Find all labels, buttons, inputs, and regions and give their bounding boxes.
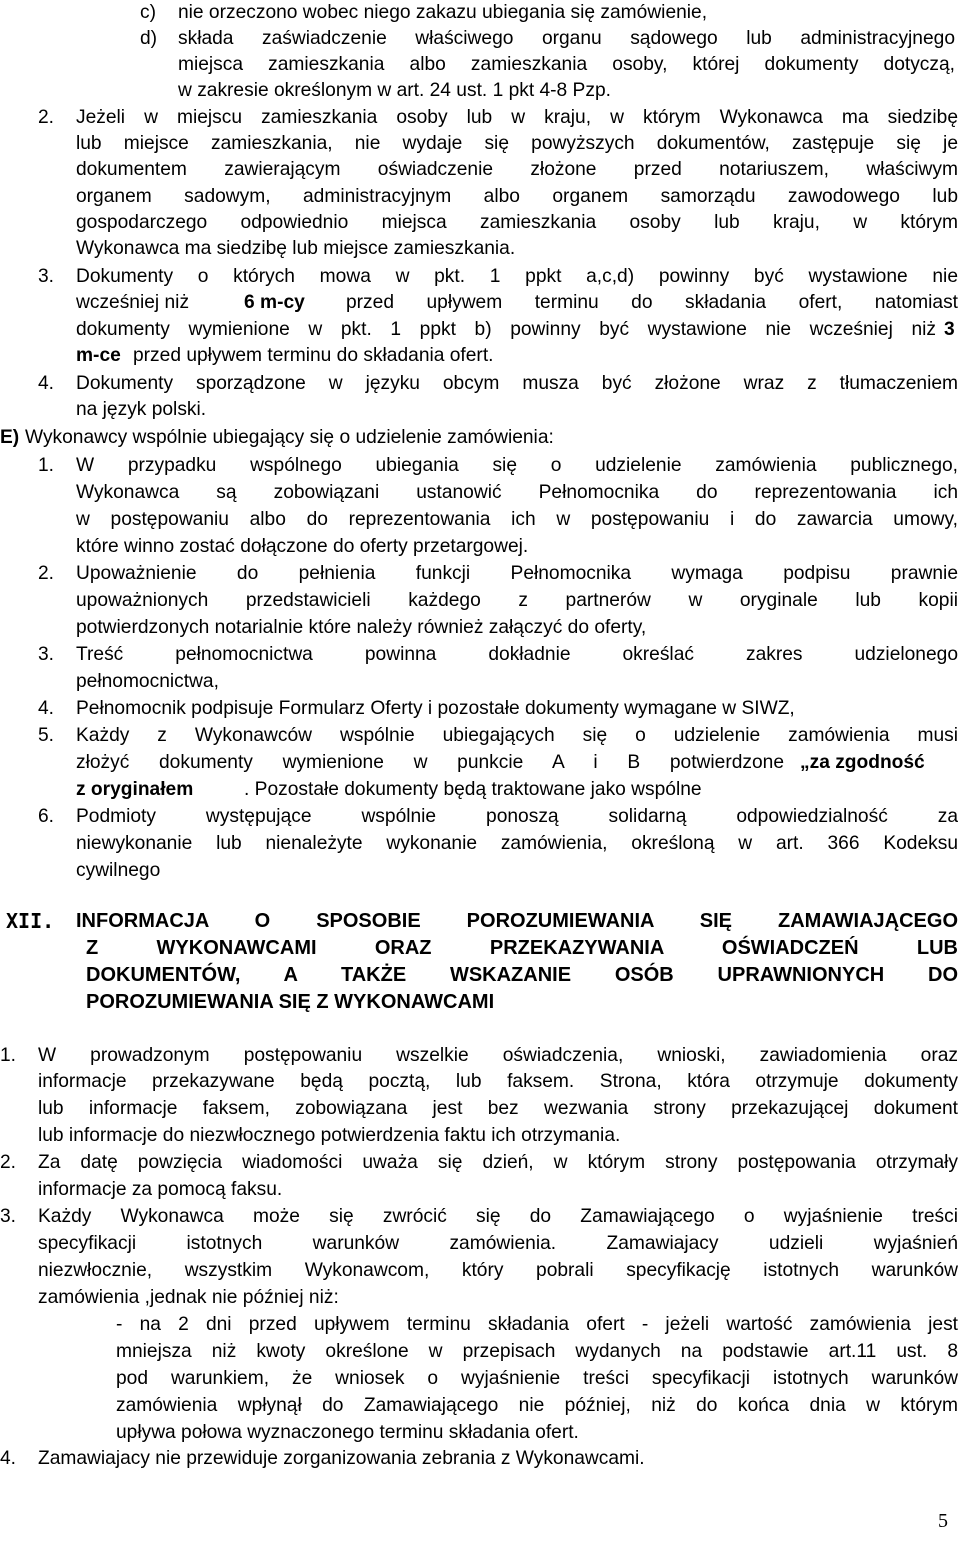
text-line xyxy=(0,750,960,776)
xii-item-3 xyxy=(0,1204,960,1230)
list-item-text: nie orzeczono wobec niego zakazu ubiegania się zamówienie, xyxy=(178,2,708,23)
paragraph-text: które winno zostać dołączone do oferty przetargowej. xyxy=(76,536,529,557)
paragraph-text: zamówienia ,jednak nie później niż: xyxy=(38,1287,339,1308)
paragraph-text: informacje za pomocą faksu. xyxy=(38,1179,283,1200)
text-line xyxy=(0,1177,960,1203)
paragraph-text: niezwłocznie, wszystkim Wykonawcom, który pobrali specyfikację istotnych warunków xyxy=(38,1260,958,1281)
text-line xyxy=(0,615,960,641)
paragraph-text: Każdy Wykonawca może się zwrócić się do Zamawiającego o wyjaśnienie treści xyxy=(38,1206,958,1227)
paragraph-text: Jeżeli w miejscu zamieszkania osoby lub w kraju, w którym Wykonawca ma siedzibę xyxy=(76,107,958,128)
paragraph-number: 3. xyxy=(38,266,55,287)
text-line xyxy=(0,78,960,104)
section-xii-heading xyxy=(0,908,960,934)
text-line xyxy=(0,343,960,369)
paragraph-2 xyxy=(0,105,960,131)
section-title: INFORMACJA O SPOSOBIE POROZUMIEWANIA SIĘ ZAMAWIAJĄCEGO xyxy=(76,910,958,932)
paragraph-text: w postępowaniu albo do reprezentowania ich w postępowaniu i do zawarcia umowy, xyxy=(76,509,958,530)
emphasis-text: 3 xyxy=(944,319,955,340)
text-line xyxy=(0,858,960,884)
text-line xyxy=(0,480,960,506)
paragraph-text: Pełnomocnik podpisuje Formularz Oferty i pozostałe dokumenty wymagane w SIWZ, xyxy=(76,698,795,719)
section-marker: E) xyxy=(0,427,20,448)
paragraph-text: Wykonawca ma siedzibę lub miejsce zamieszkania. xyxy=(76,238,516,259)
text-line xyxy=(0,962,960,988)
paragraph-text: Dokumenty sporządzone w języku obcym musza być złożone wraz z tłumaczeniem xyxy=(76,373,958,394)
emphasis-text: 6 m-cy xyxy=(244,292,305,313)
list-item-c xyxy=(0,0,960,26)
text-line xyxy=(0,210,960,236)
paragraph-text: lub miejsce zamieszkania, nie wydaje się powyższych dokumentów, zastępuje się je xyxy=(76,133,958,154)
section-title: Wykonawcy wspólnie ubiegający się o udzielenie zamówienia: xyxy=(25,427,554,448)
e-item-4 xyxy=(0,696,960,722)
text-line xyxy=(0,534,960,560)
emphasis-text: z oryginałem xyxy=(76,779,194,800)
sub-paragraph-text: - na 2 dni przed upływem terminu składania ofert - jeżeli wartość zamówienia jest xyxy=(116,1314,958,1335)
paragraph-number: 3. xyxy=(0,1206,17,1227)
text-line xyxy=(0,1366,960,1392)
paragraph-text: lub informacje faksem, zobowiązana jest bez wezwania strony przekazującej dokument xyxy=(38,1098,958,1119)
text-line xyxy=(0,1312,960,1338)
text-line xyxy=(0,236,960,262)
paragraph-text: dokumentem zawierającym oświadczenie złożone przed notariuszem, właściwym xyxy=(76,159,958,180)
paragraph-number: 5. xyxy=(38,725,55,746)
paragraph-number: 4. xyxy=(38,373,55,394)
list-marker: c) xyxy=(140,2,156,23)
text-line xyxy=(0,777,960,803)
paragraph-text: . Pozostałe dokumenty będą traktowane jako wspólne xyxy=(244,779,702,800)
text-line xyxy=(0,1393,960,1419)
paragraph-text: upoważnionych przedstawicieli każdego z partnerów w oryginale lub kopii xyxy=(76,590,958,611)
paragraph-text: potwierdzonych notarialnie które należy również załączyć do oferty, xyxy=(76,617,647,638)
paragraph-text: Treść pełnomocnictwa powinna dokładnie określać zakres udzielonego xyxy=(76,644,958,665)
text-line xyxy=(0,131,960,157)
sub-paragraph-text: pod warunkiem, że wniosek o wyjaśnienie treści specyfikacji istotnych warunków xyxy=(116,1368,958,1389)
sub-paragraph-text: mniejsza niż kwoty określone w przepisach wydanych na podstawie art.11 ust. 8 xyxy=(116,1341,958,1362)
paragraph-number: 2. xyxy=(0,1152,17,1173)
text-line xyxy=(0,1285,960,1311)
text-line xyxy=(0,1069,960,1095)
e-item-5 xyxy=(0,723,960,749)
list-item-text: składa zaświadczenie właściwego organu sądowego lub administracyjnego xyxy=(178,28,955,49)
text-line xyxy=(0,507,960,533)
text-line xyxy=(0,1231,960,1257)
paragraph-number: 4. xyxy=(0,1448,17,1469)
paragraph-text: cywilnego xyxy=(76,860,161,881)
emphasis-text: „za zgodność xyxy=(800,752,925,773)
paragraph-text: przed upływem terminu do składania ofert. xyxy=(133,345,494,366)
text-line xyxy=(0,1123,960,1149)
paragraph-text: informacje przekazywane będą pocztą, lub faksem. Strona, która otrzymuje dokumenty xyxy=(38,1071,958,1092)
paragraph-number: 2. xyxy=(38,563,55,584)
text-line xyxy=(0,669,960,695)
e-item-6 xyxy=(0,804,960,830)
paragraph-text: Upoważnienie do pełnienia funkcji Pełnomocnika wymaga podpisu prawnie xyxy=(76,563,958,584)
paragraph-text: Zamawiajacy nie przewiduje zorganizowania zebrania z Wykonawcami. xyxy=(38,1448,645,1469)
paragraph-number: 3. xyxy=(38,644,55,665)
page-number: 5 xyxy=(938,1510,948,1532)
paragraph-text: pełnomocnictwa, xyxy=(76,671,219,692)
paragraph-text: złożyć dokumenty wymienione w punkcie A i B potwierdzone xyxy=(76,752,784,773)
paragraph-text: W przypadku wspólnego ubiegania się o udzielenie zamówienia publicznego, xyxy=(76,455,958,476)
paragraph-text: organem sadowym, administracyjnym albo organem samorządu zawodowego lub xyxy=(76,186,958,207)
paragraph-text: wcześniej niż xyxy=(76,292,190,313)
text-line xyxy=(0,1420,960,1446)
text-line xyxy=(0,1096,960,1122)
text-line xyxy=(0,397,960,423)
list-item-text: w zakresie określonym w art. 24 ust. 1 pkt 4-8 Pzp. xyxy=(178,80,611,101)
section-number: XII. xyxy=(6,909,55,933)
paragraph-number: 1. xyxy=(38,455,55,476)
e-item-2 xyxy=(0,561,960,587)
paragraph-number: 1. xyxy=(0,1045,17,1066)
list-item-text: miejsca zamieszkania albo zamieszkania osoby, której dokumenty dotyczą, xyxy=(178,54,955,75)
text-line xyxy=(0,1258,960,1284)
e-item-3 xyxy=(0,642,960,668)
section-title: POROZUMIEWANIA SIĘ Z WYKONAWCAMI xyxy=(86,991,495,1013)
text-line xyxy=(0,989,960,1015)
paragraph-text: Podmioty występujące wspólnie ponoszą solidarną odpowiedzialność za xyxy=(76,806,958,827)
text-line xyxy=(0,935,960,961)
paragraph-3 xyxy=(0,264,960,290)
paragraph-text: Każdy z Wykonawców wspólnie ubiegających się o udzielenie zamówienia musi xyxy=(76,725,958,746)
sub-paragraph-text: zamówienia wpłynął do Zamawiającego nie później, niż do końca dnia w którym xyxy=(116,1395,958,1416)
paragraph-text: Dokumenty o których mowa w pkt. 1 ppkt a,c,d) powinny być wystawione nie xyxy=(76,266,958,287)
sub-paragraph-text: upływa połowa wyznaczonego terminu składania ofert. xyxy=(116,1422,579,1443)
paragraph-text: W prowadzonym postępowaniu wszelkie oświadczenia, wnioski, zawiadomienia oraz xyxy=(38,1045,958,1066)
text-line xyxy=(0,1339,960,1365)
paragraph-text: lub informacje do niezwłocznego potwierdzenia faktu ich otrzymania. xyxy=(38,1125,621,1146)
paragraph-number: 4. xyxy=(38,698,55,719)
paragraph-4 xyxy=(0,371,960,397)
section-title: Z WYKONAWCAMI ORAZ PRZEKAZYWANIA OŚWIADCZEŃ LUB xyxy=(86,937,958,959)
paragraph-text: niewykonanie lub nienależyte wykonanie zamówienia, określoną w art. 366 Kodeksu xyxy=(76,833,958,854)
paragraph-text: Za datę powzięcia wiadomości uważa się dzień, w którym strony postępowania otrzymały xyxy=(38,1152,958,1173)
text-line xyxy=(0,317,960,343)
paragraph-text: gospodarczego odpowiednio miejsca zamieszkania osoby lub kraju, w którym xyxy=(76,212,958,233)
paragraph-text: Wykonawca są zobowiązani ustanowić Pełnomocnika do reprezentowania ich xyxy=(76,482,958,503)
list-item-d xyxy=(0,26,960,52)
xii-item-1 xyxy=(0,1043,960,1069)
xii-item-2 xyxy=(0,1150,960,1176)
text-line xyxy=(0,184,960,210)
paragraph-text: przed upływem terminu do składania ofert, natomiast xyxy=(346,292,958,313)
text-line xyxy=(0,52,960,78)
paragraph-text: dokumenty wymienione w pkt. 1 ppkt b) powinny być wystawione nie wcześniej niż xyxy=(76,319,936,340)
section-e-heading xyxy=(0,425,960,451)
paragraph-number: 2. xyxy=(38,107,55,128)
e-item-1 xyxy=(0,453,960,479)
text-line xyxy=(0,157,960,183)
paragraph-text: specyfikacji istotnych warunków zamówienia. Zamawiajacy udzieli wyjaśnień xyxy=(38,1233,958,1254)
xii-item-4 xyxy=(0,1446,960,1472)
paragraph-text: na język polski. xyxy=(76,399,207,420)
text-line xyxy=(0,588,960,614)
section-title: DOKUMENTÓW, A TAKŻE WSKAZANIE OSÓB UPRAWNIONYCH DO xyxy=(86,964,958,986)
paragraph-number: 6. xyxy=(38,806,55,827)
emphasis-text: m-ce xyxy=(76,345,121,366)
list-marker: d) xyxy=(140,28,158,49)
text-line xyxy=(0,290,960,316)
text-line xyxy=(0,831,960,857)
